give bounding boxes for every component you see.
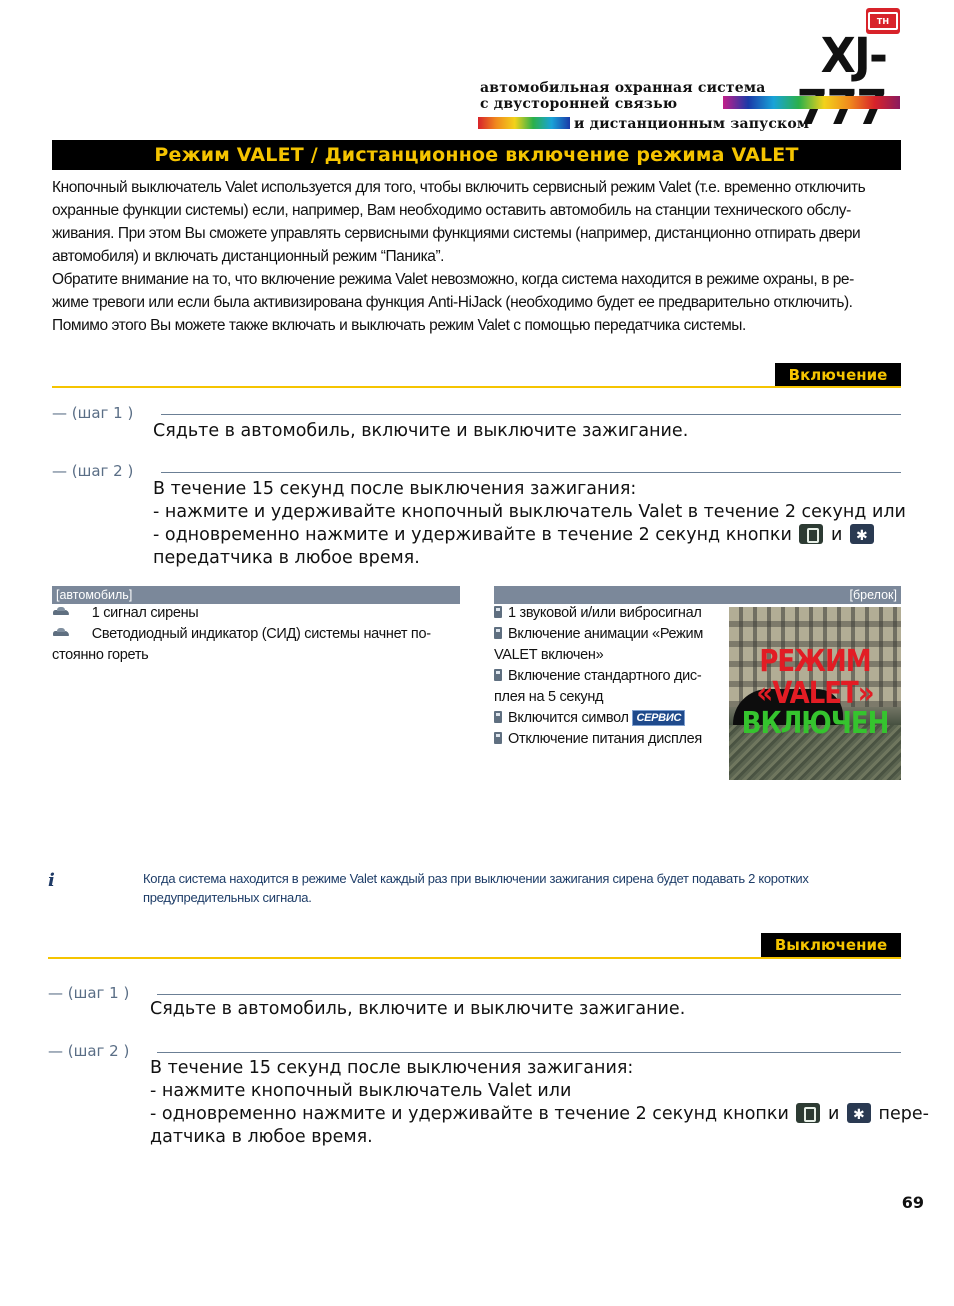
star-button-icon <box>850 524 874 544</box>
list-item-text: Включится символ <box>508 710 629 726</box>
photo-caption-line: «VALET» <box>756 676 874 712</box>
list-item-continuation: стоянно гореть <box>52 647 149 663</box>
car-icon <box>52 628 70 637</box>
intro-line: охранные функции системы) если, например, Вам необходимо оставить автомобиль на станции технического обслу- <box>52 202 851 219</box>
step-line <box>161 414 901 415</box>
list-item-text: 1 звуковой и/или вибросигнал <box>508 605 702 621</box>
info-note-line: Когда система находится в режиме Valet каждый раз при выключении зажигания сирена будет подавать 2 коротких <box>143 871 809 886</box>
step-line <box>161 472 901 473</box>
step-1-line: Сядьте в автомобиль, включите и выключите зажигание. <box>150 999 686 1019</box>
step-2-line: - нажмите и удерживайте кнопочный выключатель Valet в течение 2 секунд или <box>153 502 906 522</box>
list-item-text: Включение анимации «Режим <box>508 626 704 642</box>
section-label-disable: Выключение <box>761 933 901 957</box>
fob-feedback-list <box>494 603 724 750</box>
intro-line: жиме тревоги или если была активизирована функция Anti-HiJack (необходимо будет ее предварительно отключить). <box>52 294 853 311</box>
page-title: Режим VALET / Дистанционное включение режима VALET <box>154 144 799 166</box>
list-item <box>494 624 724 645</box>
remote-fob-icon <box>494 606 502 618</box>
page-number: 69 <box>901 1193 924 1212</box>
step-1-text <box>150 998 685 1021</box>
list-item <box>494 729 724 750</box>
list-item <box>52 603 452 624</box>
valet-mode-photo <box>729 607 901 780</box>
intro-line: автомобиля) и включать дистанционный режим “Паника”. <box>52 248 445 265</box>
list-item-text: 1 сигнал сирены <box>91 605 199 621</box>
color-spectrum-bar <box>478 117 570 129</box>
step-2-line: - нажмите кнопочный выключатель Valet или <box>150 1081 572 1101</box>
step-2-line: В течение 15 секунд после выключения зажигания: <box>153 479 637 499</box>
step-2-line-part: пере- <box>878 1104 929 1124</box>
list-item <box>494 708 724 729</box>
step-2-line: передатчика в любое время. <box>153 548 420 568</box>
intro-text <box>52 176 904 337</box>
step-2-line: датчика в любое время. <box>150 1127 373 1147</box>
car-feedback-list <box>52 603 452 666</box>
intro-line: Помимо этого Вы можете также включать и выключать режим Valet с помощью передатчика системы. <box>52 317 746 334</box>
tagline-2: с двусторонней связью <box>480 96 678 112</box>
tagline-1: автомобильная охранная система <box>480 80 766 96</box>
list-item-continuation: плея на 5 секунд <box>494 689 604 705</box>
step-2-line-part: - одновременно нажмите и удерживайте в течение 2 секунд кнопки <box>150 1104 789 1124</box>
section-divider <box>52 386 901 388</box>
step-2-line-part: и <box>830 525 843 545</box>
step-1-text <box>153 420 688 443</box>
list-item <box>494 603 724 624</box>
intro-line: Кнопочный выключатель Valet используется для того, чтобы включить сервисный режим Valet (т.е. временно отключить <box>52 179 866 196</box>
info-note-line: предупредительных сигнала. <box>143 890 312 905</box>
step-1-tag: — (шаг 1 ) <box>52 404 134 422</box>
step-line <box>157 994 901 995</box>
lock-button-icon <box>799 524 823 544</box>
step-2-line-part: - одновременно нажмите и удерживайте в течение 2 секунд кнопки <box>153 525 792 545</box>
photo-caption-line: РЕЖИМ <box>759 644 871 680</box>
step-2-line-part: и <box>827 1104 840 1124</box>
step-2-line <box>150 1103 929 1126</box>
remote-fob-icon <box>494 732 502 744</box>
info-icon: i <box>48 870 55 891</box>
step-1-line: Сядьте в автомобиль, включите и выключите зажигание. <box>153 421 689 441</box>
step-2-line: В течение 15 секунд после выключения зажигания: <box>150 1058 634 1078</box>
car-icon <box>52 607 70 616</box>
remote-fob-icon <box>494 627 502 639</box>
step-2-text <box>153 478 906 570</box>
step-2-line <box>153 524 906 547</box>
tagline-3: и дистанционным запуском <box>574 116 810 132</box>
brand-logo: TH <box>866 8 900 34</box>
section-label-enable: Включение <box>775 363 901 387</box>
model-name: XJ- <box>820 28 886 84</box>
intro-line: Обратите внимание на то, что включение режима Valet невозможно, когда система находится в режиме охраны, в ре- <box>52 271 854 288</box>
lock-button-icon <box>796 1103 820 1123</box>
fob-column-header: [брелок] <box>494 586 901 604</box>
photo-caption-line: ВКЛЮЧЕН <box>741 706 889 742</box>
remote-fob-icon <box>494 669 502 681</box>
list-item <box>52 624 452 645</box>
intro-line: живания. При этом Вы сможете управлять сервисными функциями системы (например, дистанционно отпирать двери <box>52 225 861 242</box>
service-symbol-badge: СЕРВИС <box>632 710 685 726</box>
list-item-text: Светодиодный индикатор (СИД) системы начнет по- <box>91 626 431 642</box>
step-1-tag: — (шаг 1 ) <box>48 984 130 1002</box>
step-line <box>157 1052 901 1053</box>
list-item-text: Включение стандартного дис- <box>508 668 702 684</box>
step-2-text <box>150 1057 929 1149</box>
step-2-tag: — (шаг 2 ) <box>52 462 134 480</box>
section-divider <box>48 957 901 959</box>
step-2-tag: — (шаг 2 ) <box>48 1042 130 1060</box>
list-item-text: Отключение питания дисплея <box>508 731 702 747</box>
page-title-bar <box>52 140 901 170</box>
info-note <box>143 869 903 907</box>
car-column-header: [автомобиль] <box>52 586 460 604</box>
list-item <box>494 666 724 687</box>
color-spectrum-bar <box>723 96 900 109</box>
list-item-continuation: VALET включен» <box>494 647 604 663</box>
remote-fob-icon <box>494 711 502 723</box>
star-button-icon <box>847 1103 871 1123</box>
